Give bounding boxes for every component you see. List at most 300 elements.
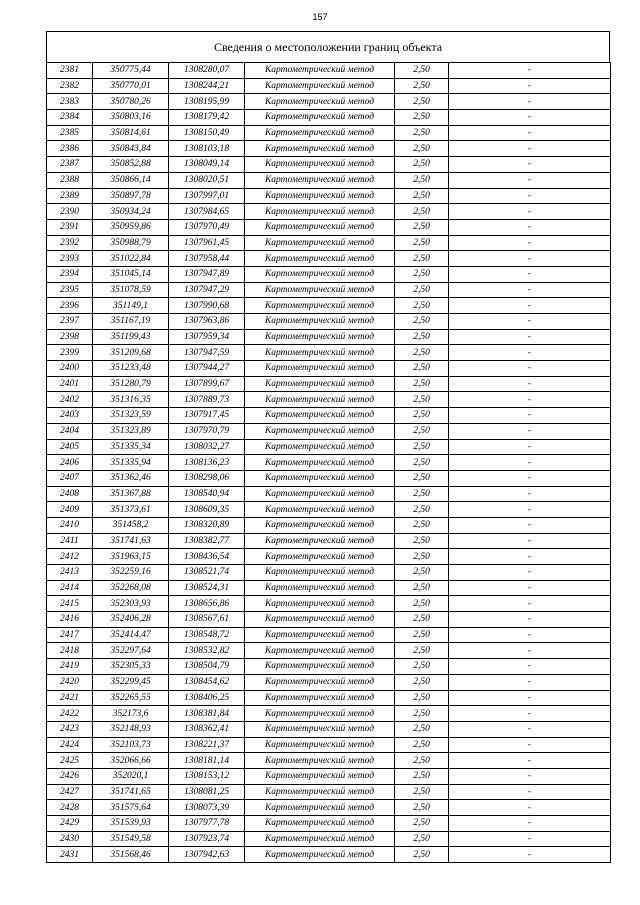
- x-coordinate-cell: 350988,79: [93, 235, 169, 251]
- point-number-cell: 2423: [47, 721, 93, 737]
- table-row: [47, 816, 611, 832]
- table-row: [47, 847, 611, 863]
- method-cell: Картометрический метод: [245, 517, 395, 533]
- x-coordinate-cell: 352406,28: [93, 612, 169, 628]
- y-coordinate-cell: 1307970,49: [169, 219, 245, 235]
- accuracy-cell: 2,50: [395, 361, 449, 377]
- x-coordinate-cell: 350959,86: [93, 219, 169, 235]
- description-cell: -: [449, 721, 611, 737]
- x-coordinate-cell: 351280,79: [93, 376, 169, 392]
- point-number-cell: 2415: [47, 596, 93, 612]
- description-cell: -: [449, 125, 611, 141]
- x-coordinate-cell: 352414,47: [93, 627, 169, 643]
- table-row: [47, 753, 611, 769]
- accuracy-cell: 2,50: [395, 345, 449, 361]
- x-coordinate-cell: 351963,15: [93, 549, 169, 565]
- x-coordinate-cell: 351022,84: [93, 251, 169, 267]
- point-number-cell: 2387: [47, 157, 93, 173]
- accuracy-cell: 2,50: [395, 816, 449, 832]
- accuracy-cell: 2,50: [395, 298, 449, 314]
- accuracy-cell: 2,50: [395, 157, 449, 173]
- y-coordinate-cell: 1308081,25: [169, 784, 245, 800]
- table-row: [47, 376, 611, 392]
- method-cell: Картометрический метод: [245, 831, 395, 847]
- method-cell: Картометрический метод: [245, 721, 395, 737]
- table-row: [47, 204, 611, 220]
- accuracy-cell: 2,50: [395, 706, 449, 722]
- y-coordinate-cell: 1308153,12: [169, 768, 245, 784]
- x-coordinate-cell: 351199,43: [93, 329, 169, 345]
- description-cell: -: [449, 439, 611, 455]
- x-coordinate-cell: 351335,94: [93, 455, 169, 471]
- description-cell: -: [449, 282, 611, 298]
- x-coordinate-cell: 351575,64: [93, 800, 169, 816]
- y-coordinate-cell: 1308179,42: [169, 110, 245, 126]
- y-coordinate-cell: 1308150,49: [169, 125, 245, 141]
- description-cell: -: [449, 470, 611, 486]
- accuracy-cell: 2,50: [395, 486, 449, 502]
- method-cell: Картометрический метод: [245, 314, 395, 330]
- point-number-cell: 2393: [47, 251, 93, 267]
- y-coordinate-cell: 1308436,54: [169, 549, 245, 565]
- method-cell: Картометрический метод: [245, 674, 395, 690]
- y-coordinate-cell: 1307923,74: [169, 831, 245, 847]
- y-coordinate-cell: 1307942,63: [169, 847, 245, 863]
- description-cell: -: [449, 141, 611, 157]
- description-cell: -: [449, 361, 611, 377]
- accuracy-cell: 2,50: [395, 612, 449, 628]
- table-row: [47, 455, 611, 471]
- method-cell: Картометрический метод: [245, 219, 395, 235]
- y-coordinate-cell: 1308521,74: [169, 565, 245, 581]
- x-coordinate-cell: 352303,93: [93, 596, 169, 612]
- accuracy-cell: 2,50: [395, 627, 449, 643]
- table-row: [47, 125, 611, 141]
- point-number-cell: 2412: [47, 549, 93, 565]
- accuracy-cell: 2,50: [395, 847, 449, 863]
- accuracy-cell: 2,50: [395, 188, 449, 204]
- table-row: [47, 408, 611, 424]
- x-coordinate-cell: 350770,01: [93, 78, 169, 94]
- table-row: [47, 533, 611, 549]
- point-number-cell: 2426: [47, 768, 93, 784]
- y-coordinate-cell: 1308548,72: [169, 627, 245, 643]
- table-row: [47, 63, 611, 79]
- method-cell: Картометрический метод: [245, 63, 395, 79]
- point-number-cell: 2427: [47, 784, 93, 800]
- x-coordinate-cell: 351316,35: [93, 392, 169, 408]
- x-coordinate-cell: 351045,14: [93, 266, 169, 282]
- method-cell: Картометрический метод: [245, 141, 395, 157]
- y-coordinate-cell: 1307899,67: [169, 376, 245, 392]
- x-coordinate-cell: 351149,1: [93, 298, 169, 314]
- method-cell: Картометрический метод: [245, 800, 395, 816]
- x-coordinate-cell: 351335,34: [93, 439, 169, 455]
- accuracy-cell: 2,50: [395, 141, 449, 157]
- accuracy-cell: 2,50: [395, 580, 449, 596]
- y-coordinate-cell: 1308195,99: [169, 94, 245, 110]
- table-row: [47, 423, 611, 439]
- y-coordinate-cell: 1307947,29: [169, 282, 245, 298]
- table-row: [47, 282, 611, 298]
- x-coordinate-cell: 351458,2: [93, 517, 169, 533]
- x-coordinate-cell: 350934,24: [93, 204, 169, 220]
- point-number-cell: 2394: [47, 266, 93, 282]
- x-coordinate-cell: 352268,08: [93, 580, 169, 596]
- point-number-cell: 2386: [47, 141, 93, 157]
- table-row: [47, 800, 611, 816]
- point-number-cell: 2385: [47, 125, 93, 141]
- point-number-cell: 2391: [47, 219, 93, 235]
- y-coordinate-cell: 1308280,07: [169, 63, 245, 79]
- boundary-table: [46, 31, 610, 863]
- description-cell: -: [449, 251, 611, 267]
- method-cell: Картометрический метод: [245, 376, 395, 392]
- y-coordinate-cell: 1308298,06: [169, 470, 245, 486]
- description-cell: -: [449, 847, 611, 863]
- x-coordinate-cell: 350803,16: [93, 110, 169, 126]
- point-number-cell: 2408: [47, 486, 93, 502]
- table-row: [47, 392, 611, 408]
- x-coordinate-cell: 351741,63: [93, 533, 169, 549]
- accuracy-cell: 2,50: [395, 533, 449, 549]
- table-row: [47, 659, 611, 675]
- accuracy-cell: 2,50: [395, 439, 449, 455]
- method-cell: Картометрический метод: [245, 847, 395, 863]
- table-row: [47, 470, 611, 486]
- method-cell: Картометрический метод: [245, 345, 395, 361]
- table-row: [47, 549, 611, 565]
- point-number-cell: 2381: [47, 63, 93, 79]
- method-cell: Картометрический метод: [245, 753, 395, 769]
- method-cell: Картометрический метод: [245, 565, 395, 581]
- method-cell: Картометрический метод: [245, 78, 395, 94]
- x-coordinate-cell: 351549,58: [93, 831, 169, 847]
- point-number-cell: 2382: [47, 78, 93, 94]
- y-coordinate-cell: 1307889,73: [169, 392, 245, 408]
- table-row: [47, 439, 611, 455]
- y-coordinate-cell: 1308540,94: [169, 486, 245, 502]
- point-number-cell: 2418: [47, 643, 93, 659]
- description-cell: -: [449, 627, 611, 643]
- method-cell: Картометрический метод: [245, 706, 395, 722]
- point-number-cell: 2431: [47, 847, 93, 863]
- description-cell: -: [449, 753, 611, 769]
- point-number-cell: 2422: [47, 706, 93, 722]
- description-cell: -: [449, 204, 611, 220]
- x-coordinate-cell: 351078,59: [93, 282, 169, 298]
- accuracy-cell: 2,50: [395, 455, 449, 471]
- y-coordinate-cell: 1307984,65: [169, 204, 245, 220]
- accuracy-cell: 2,50: [395, 376, 449, 392]
- table-row: [47, 721, 611, 737]
- x-coordinate-cell: 351323,89: [93, 423, 169, 439]
- table-row: [47, 596, 611, 612]
- method-cell: Картометрический метод: [245, 298, 395, 314]
- accuracy-cell: 2,50: [395, 172, 449, 188]
- point-number-cell: 2407: [47, 470, 93, 486]
- point-number-cell: 2421: [47, 690, 93, 706]
- y-coordinate-cell: 1308221,37: [169, 737, 245, 753]
- description-cell: -: [449, 157, 611, 173]
- x-coordinate-cell: 351568,46: [93, 847, 169, 863]
- accuracy-cell: 2,50: [395, 721, 449, 737]
- description-cell: -: [449, 235, 611, 251]
- y-coordinate-cell: 1307958,44: [169, 251, 245, 267]
- description-cell: -: [449, 565, 611, 581]
- y-coordinate-cell: 1308136,23: [169, 455, 245, 471]
- point-number-cell: 2399: [47, 345, 93, 361]
- y-coordinate-cell: 1307963,86: [169, 314, 245, 330]
- accuracy-cell: 2,50: [395, 408, 449, 424]
- table-row: [47, 517, 611, 533]
- accuracy-cell: 2,50: [395, 502, 449, 518]
- point-number-cell: 2409: [47, 502, 93, 518]
- table-row: [47, 502, 611, 518]
- description-cell: -: [449, 533, 611, 549]
- description-cell: -: [449, 549, 611, 565]
- x-coordinate-cell: 351233,48: [93, 361, 169, 377]
- table-row: [47, 298, 611, 314]
- point-number-cell: 2396: [47, 298, 93, 314]
- point-number-cell: 2402: [47, 392, 93, 408]
- method-cell: Картометрический метод: [245, 627, 395, 643]
- x-coordinate-cell: 352259,16: [93, 565, 169, 581]
- table-row: [47, 235, 611, 251]
- method-cell: Картометрический метод: [245, 408, 395, 424]
- method-cell: Картометрический метод: [245, 690, 395, 706]
- y-coordinate-cell: 1307997,01: [169, 188, 245, 204]
- y-coordinate-cell: 1307961,45: [169, 235, 245, 251]
- x-coordinate-cell: 351362,46: [93, 470, 169, 486]
- accuracy-cell: 2,50: [395, 753, 449, 769]
- point-number-cell: 2390: [47, 204, 93, 220]
- y-coordinate-cell: 1308049,14: [169, 157, 245, 173]
- table-row: [47, 612, 611, 628]
- accuracy-cell: 2,50: [395, 831, 449, 847]
- accuracy-cell: 2,50: [395, 219, 449, 235]
- accuracy-cell: 2,50: [395, 94, 449, 110]
- accuracy-cell: 2,50: [395, 549, 449, 565]
- description-cell: -: [449, 345, 611, 361]
- description-cell: -: [449, 266, 611, 282]
- method-cell: Картометрический метод: [245, 110, 395, 126]
- point-number-cell: 2428: [47, 800, 93, 816]
- x-coordinate-cell: 352066,66: [93, 753, 169, 769]
- method-cell: Картометрический метод: [245, 737, 395, 753]
- page-number: 157: [312, 12, 328, 22]
- y-coordinate-cell: 1308181,14: [169, 753, 245, 769]
- table-row: [47, 768, 611, 784]
- description-cell: -: [449, 423, 611, 439]
- point-number-cell: 2411: [47, 533, 93, 549]
- accuracy-cell: 2,50: [395, 235, 449, 251]
- point-number-cell: 2413: [47, 565, 93, 581]
- table-row: [47, 345, 611, 361]
- method-cell: Картометрический метод: [245, 816, 395, 832]
- method-cell: Картометрический метод: [245, 282, 395, 298]
- description-cell: -: [449, 800, 611, 816]
- description-cell: -: [449, 314, 611, 330]
- y-coordinate-cell: 1308382,77: [169, 533, 245, 549]
- table-row: [47, 188, 611, 204]
- method-cell: Картометрический метод: [245, 329, 395, 345]
- x-coordinate-cell: 351741,65: [93, 784, 169, 800]
- table-row: [47, 737, 611, 753]
- table-row: [47, 314, 611, 330]
- table-row: [47, 251, 611, 267]
- point-number-cell: 2403: [47, 408, 93, 424]
- x-coordinate-cell: 352020,1: [93, 768, 169, 784]
- description-cell: -: [449, 63, 611, 79]
- table-row: [47, 329, 611, 345]
- y-coordinate-cell: 1307947,59: [169, 345, 245, 361]
- description-cell: -: [449, 831, 611, 847]
- point-number-cell: 2388: [47, 172, 93, 188]
- accuracy-cell: 2,50: [395, 204, 449, 220]
- x-coordinate-cell: 350852,88: [93, 157, 169, 173]
- x-coordinate-cell: 352173,6: [93, 706, 169, 722]
- description-cell: -: [449, 94, 611, 110]
- table-row: [47, 831, 611, 847]
- x-coordinate-cell: 351209,68: [93, 345, 169, 361]
- description-cell: -: [449, 659, 611, 675]
- table-row: [47, 486, 611, 502]
- y-coordinate-cell: 1307947,89: [169, 266, 245, 282]
- table-row: [47, 266, 611, 282]
- point-number-cell: 2405: [47, 439, 93, 455]
- y-coordinate-cell: 1308244,21: [169, 78, 245, 94]
- table-row: [47, 643, 611, 659]
- y-coordinate-cell: 1308524,31: [169, 580, 245, 596]
- accuracy-cell: 2,50: [395, 784, 449, 800]
- method-cell: Картометрический метод: [245, 94, 395, 110]
- description-cell: -: [449, 78, 611, 94]
- accuracy-cell: 2,50: [395, 266, 449, 282]
- description-cell: -: [449, 690, 611, 706]
- point-number-cell: 2410: [47, 517, 93, 533]
- y-coordinate-cell: 1307977,78: [169, 816, 245, 832]
- description-cell: -: [449, 110, 611, 126]
- description-cell: -: [449, 502, 611, 518]
- method-cell: Картометрический метод: [245, 768, 395, 784]
- point-number-cell: 2404: [47, 423, 93, 439]
- point-number-cell: 2384: [47, 110, 93, 126]
- description-cell: -: [449, 376, 611, 392]
- method-cell: Картометрический метод: [245, 596, 395, 612]
- accuracy-cell: 2,50: [395, 659, 449, 675]
- table-row: [47, 219, 611, 235]
- y-coordinate-cell: 1308381,84: [169, 706, 245, 722]
- point-number-cell: 2417: [47, 627, 93, 643]
- y-coordinate-cell: 1307944,27: [169, 361, 245, 377]
- table-row: [47, 674, 611, 690]
- method-cell: Картометрический метод: [245, 612, 395, 628]
- point-number-cell: 2429: [47, 816, 93, 832]
- description-cell: -: [449, 784, 611, 800]
- method-cell: Картометрический метод: [245, 549, 395, 565]
- table-row: [47, 690, 611, 706]
- point-number-cell: 2397: [47, 314, 93, 330]
- x-coordinate-cell: 352305,33: [93, 659, 169, 675]
- point-number-cell: 2392: [47, 235, 93, 251]
- method-cell: Картометрический метод: [245, 643, 395, 659]
- x-coordinate-cell: 352297,64: [93, 643, 169, 659]
- y-coordinate-cell: 1308504,79: [169, 659, 245, 675]
- table-row: [47, 565, 611, 581]
- description-cell: -: [449, 737, 611, 753]
- accuracy-cell: 2,50: [395, 596, 449, 612]
- point-number-cell: 2389: [47, 188, 93, 204]
- y-coordinate-cell: 1308020,51: [169, 172, 245, 188]
- accuracy-cell: 2,50: [395, 800, 449, 816]
- x-coordinate-cell: 351539,93: [93, 816, 169, 832]
- point-number-cell: 2398: [47, 329, 93, 345]
- accuracy-cell: 2,50: [395, 565, 449, 581]
- point-number-cell: 2424: [47, 737, 93, 753]
- y-coordinate-cell: 1307959,34: [169, 329, 245, 345]
- method-cell: Картометрический метод: [245, 470, 395, 486]
- method-cell: Картометрический метод: [245, 659, 395, 675]
- method-cell: Картометрический метод: [245, 502, 395, 518]
- method-cell: Картометрический метод: [245, 361, 395, 377]
- description-cell: -: [449, 706, 611, 722]
- accuracy-cell: 2,50: [395, 392, 449, 408]
- method-cell: Картометрический метод: [245, 392, 395, 408]
- y-coordinate-cell: 1308406,25: [169, 690, 245, 706]
- table-row: [47, 157, 611, 173]
- method-cell: Картометрический метод: [245, 423, 395, 439]
- point-number-cell: 2425: [47, 753, 93, 769]
- x-coordinate-cell: 350814,61: [93, 125, 169, 141]
- description-cell: -: [449, 816, 611, 832]
- table-row: [47, 580, 611, 596]
- point-number-cell: 2395: [47, 282, 93, 298]
- description-cell: -: [449, 329, 611, 345]
- method-cell: Картометрический метод: [245, 157, 395, 173]
- accuracy-cell: 2,50: [395, 768, 449, 784]
- point-number-cell: 2430: [47, 831, 93, 847]
- description-cell: -: [449, 298, 611, 314]
- accuracy-cell: 2,50: [395, 282, 449, 298]
- y-coordinate-cell: 1308032,27: [169, 439, 245, 455]
- accuracy-cell: 2,50: [395, 125, 449, 141]
- point-number-cell: 2400: [47, 361, 93, 377]
- point-number-cell: 2401: [47, 376, 93, 392]
- y-coordinate-cell: 1308320,89: [169, 517, 245, 533]
- description-cell: -: [449, 188, 611, 204]
- coordinates-table: [46, 62, 611, 863]
- y-coordinate-cell: 1308609,35: [169, 502, 245, 518]
- x-coordinate-cell: 352265,55: [93, 690, 169, 706]
- table-row: [47, 141, 611, 157]
- y-coordinate-cell: 1307990,68: [169, 298, 245, 314]
- table-row: [47, 110, 611, 126]
- x-coordinate-cell: 352103,73: [93, 737, 169, 753]
- description-cell: -: [449, 486, 611, 502]
- x-coordinate-cell: 350775,44: [93, 63, 169, 79]
- accuracy-cell: 2,50: [395, 314, 449, 330]
- method-cell: Картометрический метод: [245, 455, 395, 471]
- y-coordinate-cell: 1308532,82: [169, 643, 245, 659]
- y-coordinate-cell: 1308362,41: [169, 721, 245, 737]
- table-title: Сведения о местоположении границ объекта: [46, 31, 610, 62]
- accuracy-cell: 2,50: [395, 690, 449, 706]
- accuracy-cell: 2,50: [395, 643, 449, 659]
- y-coordinate-cell: 1307970,79: [169, 423, 245, 439]
- accuracy-cell: 2,50: [395, 63, 449, 79]
- y-coordinate-cell: 1308567,61: [169, 612, 245, 628]
